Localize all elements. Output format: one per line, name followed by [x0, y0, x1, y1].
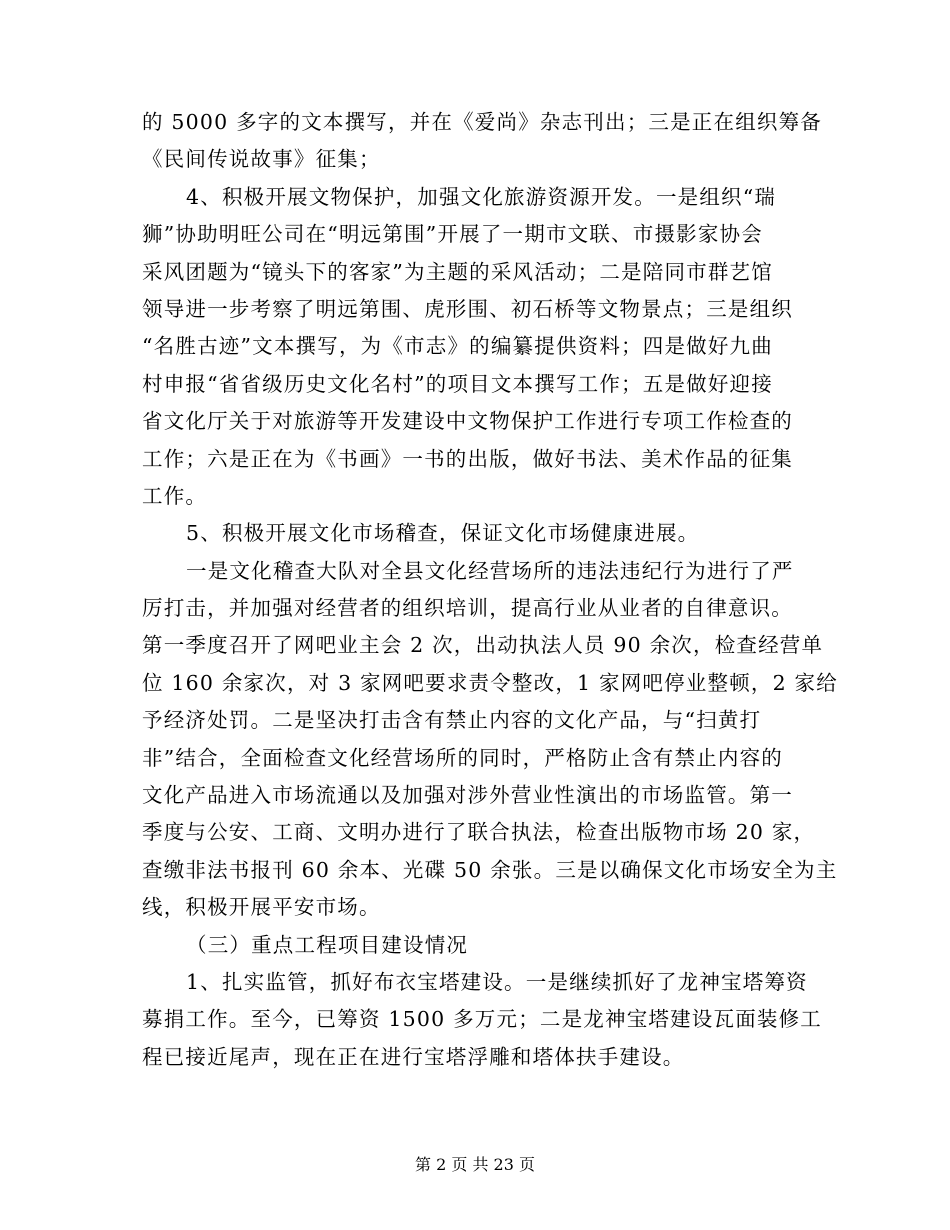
text-line-25: 募捐工作。至今，已筹资 1500 多万元；二是龙神宝塔建设瓦面装修工	[142, 1007, 823, 1032]
text-line-9: 省文化厅关于对旅游等开发建设中文物保护工作进行专项工作检查的	[142, 409, 793, 434]
text-line-12: 5、积极开展文化市场稽查，保证文化市场健康进展。	[186, 521, 700, 546]
text-line-7: “名胜古迹”文本撰写，为《市志》的编纂提供资料；四是做好九曲	[142, 334, 773, 359]
text-line-11: 工作。	[142, 483, 208, 508]
text-line-21: 查缴非法书报刊 60 余本、光碟 50 余张。三是以确保文化市场安全为主	[142, 857, 838, 882]
text-line-17: 予经济处罚。二是坚决打击含有禁止内容的文化产品，与“扫黄打	[142, 708, 762, 733]
text-line-14: 厉打击，并加强对经营者的组织培训，提高行业从业者的自律意识。	[142, 596, 793, 621]
text-line-16: 位 160 余家次，对 3 家网吧要求责令整改，1 家网吧停业整顿，2 家给	[142, 670, 838, 695]
text-line-1: 的 5000 多字的文本撰写，并在《爱尚》杂志刊出；三是正在组织筹备	[142, 110, 823, 134]
text-line-22: 线，积极开展平安市场。	[142, 895, 381, 920]
text-line-18: 非”结合，全面检查文化经营场所的同时，严格防止含有禁止内容的	[142, 745, 783, 770]
text-line-2: 《民间传说故事》征集；	[142, 147, 381, 172]
page-footer: 第 2 页 共 23 页	[415, 1155, 535, 1174]
text-line-19: 文化产品进入市场流通以及加强对涉外营业性演出的市场监管。第一	[142, 783, 793, 808]
text-line-8: 村申报“省省级历史文化名村”的项目文本撰写工作；五是做好迎接	[142, 371, 773, 396]
text-line-5: 采风团题为“镜头下的客家”为主题的采风活动；二是陪同市群艺馆	[142, 259, 773, 284]
text-line-6: 领导进一步考察了明远第围、虎形围、初石桥等文物景点；三是组织	[142, 296, 793, 321]
text-line-24: 1、扎实监管，抓好布衣宝塔建设。一是继续抓好了龙神宝塔筹资	[186, 969, 808, 994]
text-line-20: 季度与公安、工商、文明办进行了联合执法，检查出版物市场 20 家，	[142, 820, 816, 845]
text-line-10: 工作；六是正在为《书画》一书的出版，做好书法、美术作品的征集	[142, 446, 793, 471]
text-line-3: 4、积极开展文物保护，加强文化旅游资源开发。一是组织“瑞	[186, 184, 777, 209]
document-body	[142, 104, 838, 1076]
text-line-4: 狮”协助明旺公司在“明远第围”开展了一期市文联、市摄影家协会	[142, 222, 763, 247]
text-line-26: 程已接近尾声，现在正在进行宝塔浮雕和塔体扶手建设。	[142, 1044, 685, 1069]
section-heading: （三）重点工程项目建设情况	[186, 932, 469, 957]
text-line-13: 一是文化稽查大队对全县文化经营场所的违法违纪行为进行了严	[186, 558, 794, 583]
text-line-15: 第一季度召开了网吧业主会 2 次，出动执法人员 90 余次，检查经营单	[142, 633, 824, 658]
